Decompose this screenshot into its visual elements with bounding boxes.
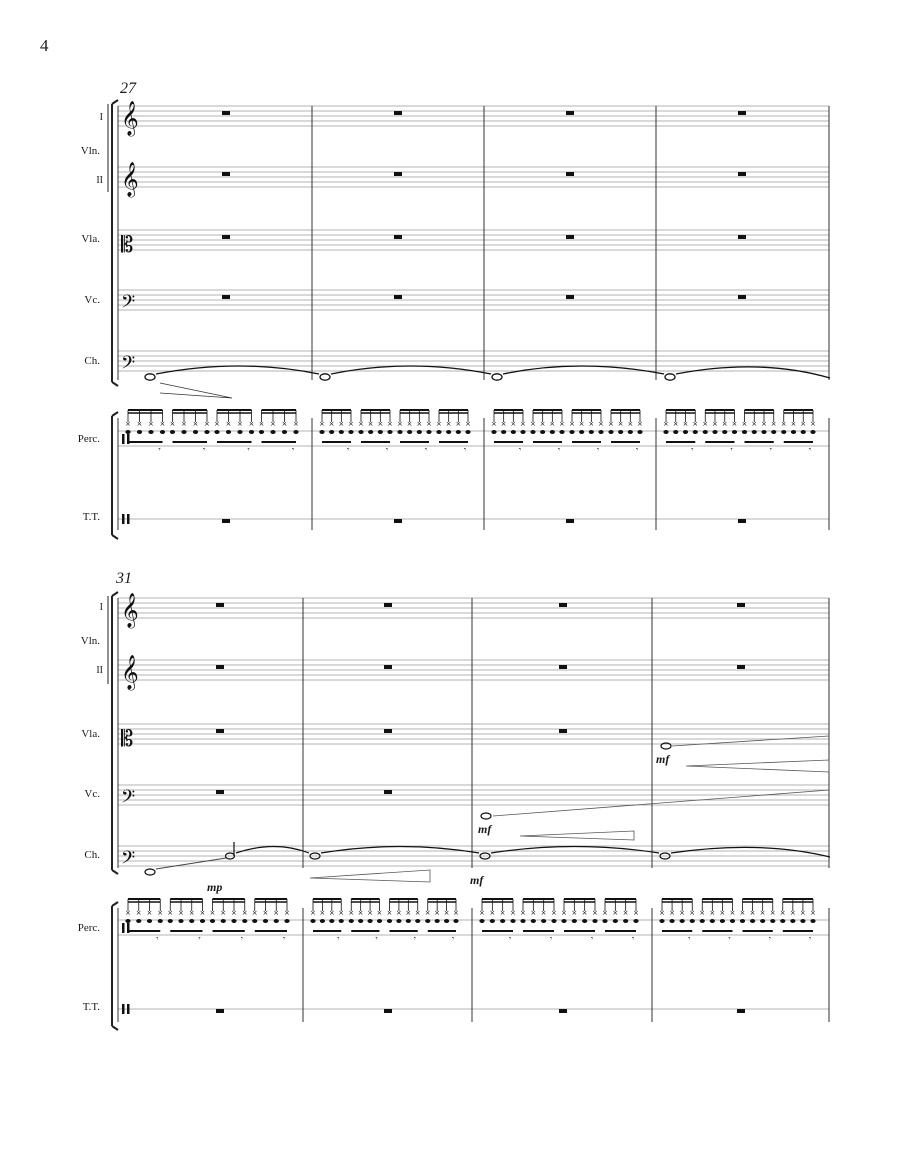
measure-number: 31 [116,570,132,587]
svg-text:×: × [789,909,796,917]
svg-text:𝄢: 𝄢 [121,292,136,317]
svg-text:𝄾: 𝄾 [283,934,286,943]
svg-text:𝄢: 𝄢 [121,787,136,812]
svg-text:×: × [273,909,280,917]
svg-text:×: × [270,420,276,428]
svg-text:×: × [135,909,142,917]
svg-text:×: × [622,909,629,917]
svg-text:×: × [445,420,452,428]
svg-text:×: × [598,420,604,428]
instrument-label-cello: Vc. [84,788,100,800]
svg-text:𝄾: 𝄾 [413,934,416,943]
svg-text:×: × [367,909,373,917]
svg-text:×: × [367,420,374,428]
svg-text:×: × [663,420,669,428]
svg-text:×: × [204,420,210,428]
svg-text:×: × [397,420,403,428]
svg-text:×: × [328,420,335,428]
svg-text:×: × [719,909,726,917]
svg-text:×: × [530,420,536,428]
svg-text:𝄾: 𝄾 [636,445,639,454]
instrument-label-percussion: Perc. [77,922,100,934]
svg-text:×: × [376,909,383,917]
instrument-label-contrabass: Ch. [84,849,100,861]
svg-text:×: × [689,909,696,917]
svg-text:×: × [549,420,556,428]
percussion-notation-system-2 [0,490,900,1050]
svg-text:×: × [571,909,578,917]
svg-text:×: × [348,420,354,428]
svg-text:×: × [225,420,232,428]
svg-text:×: × [338,909,345,917]
svg-text:×: × [465,420,471,428]
svg-text:×: × [293,420,299,428]
svg-text:×: × [520,909,526,917]
svg-text:×: × [426,420,432,428]
svg-text:×: × [357,909,364,917]
svg-text:𝄾: 𝄾 [519,445,522,454]
svg-text:×: × [682,420,689,428]
svg-text:×: × [578,420,585,428]
svg-text:×: × [810,909,816,917]
svg-text:𝄾: 𝄾 [158,445,161,454]
svg-text:×: × [699,909,706,917]
instrument-label-violins: Vln. [80,145,100,157]
svg-text:𝄾: 𝄾 [809,445,812,454]
svg-text:×: × [751,420,758,428]
svg-text:𝄾: 𝄾 [597,445,600,454]
svg-text:×: × [729,909,736,917]
instrument-label-cello: Vc. [84,294,100,306]
svg-text:×: × [455,420,462,428]
svg-text:𝄾: 𝄾 [591,934,594,943]
svg-text:×: × [581,909,588,917]
svg-text:×: × [310,909,316,917]
instrument-label-violin-2: II [96,665,103,676]
svg-text:×: × [146,909,153,917]
svg-text:𝄾: 𝄾 [464,445,467,454]
dynamic-mf: mf [470,873,484,887]
svg-text:×: × [712,420,718,428]
svg-text:×: × [248,420,255,428]
svg-text:×: × [220,909,227,917]
svg-text:×: × [192,420,199,428]
svg-text:𝄾: 𝄾 [240,934,243,943]
svg-text:×: × [539,420,546,428]
svg-text:𝄾: 𝄾 [769,445,772,454]
svg-text:×: × [125,420,131,428]
svg-text:𝄾: 𝄾 [688,934,691,943]
svg-text:𝄾: 𝄾 [550,934,553,943]
svg-text:×: × [434,909,441,917]
svg-text:𝄞: 𝄞 [121,593,139,628]
instrument-label-tam-tam: T.T. [82,1001,100,1013]
svg-text:×: × [561,909,567,917]
svg-text:×: × [258,420,265,428]
svg-text:𝄾: 𝄾 [247,445,250,454]
svg-text:𝄾: 𝄾 [730,445,733,454]
svg-text:×: × [181,420,187,428]
svg-text:×: × [414,909,421,917]
svg-text:×: × [479,909,485,917]
svg-text:×: × [424,909,431,917]
svg-text:×: × [148,420,154,428]
svg-text:×: × [241,909,248,917]
svg-text:×: × [759,909,766,917]
svg-text:×: × [416,420,423,428]
svg-text:𝄞: 𝄞 [121,162,139,197]
svg-text:×: × [125,909,131,917]
svg-text:×: × [749,909,756,917]
instrument-label-violins: Vln. [80,635,100,647]
svg-text:𝄾: 𝄾 [337,934,340,943]
svg-text:×: × [810,420,816,428]
svg-text:×: × [453,909,459,917]
instrument-label-tam-tam: T.T. [82,511,100,523]
svg-text:×: × [612,909,619,917]
svg-text:𝄾: 𝄾 [425,445,428,454]
svg-text:×: × [491,420,497,428]
svg-text:𝄾: 𝄾 [203,445,206,454]
page-number: 4 [40,36,49,55]
svg-text:×: × [157,909,164,917]
svg-text:𝄾: 𝄾 [386,445,389,454]
svg-text:×: × [672,420,679,428]
svg-text:×: × [551,909,557,917]
svg-text:𝄾: 𝄾 [198,934,201,943]
svg-text:×: × [251,909,258,917]
svg-text:×: × [436,420,442,428]
instrument-label-viola: Vla. [81,728,100,740]
svg-text:×: × [405,909,412,917]
svg-text:×: × [780,420,787,428]
svg-text:𝄾: 𝄾 [156,934,159,943]
svg-text:𝄾: 𝄾 [347,445,350,454]
dynamic-mf: mf [478,822,492,836]
instrument-label-violin-1: I [99,112,103,123]
svg-text:×: × [338,420,345,428]
svg-text:×: × [499,909,506,917]
svg-text:×: × [799,909,806,917]
svg-text:×: × [608,420,614,428]
svg-text:𝄾: 𝄾 [375,934,378,943]
svg-text:×: × [387,420,393,428]
svg-text:×: × [284,909,290,917]
svg-text:×: × [348,909,355,917]
svg-text:×: × [659,909,665,917]
svg-text:×: × [702,420,709,428]
svg-text:×: × [721,420,728,428]
svg-text:𝄾: 𝄾 [292,445,295,454]
svg-text:×: × [281,420,288,428]
svg-text:×: × [214,420,220,428]
svg-text:×: × [769,909,776,917]
svg-text:×: × [739,909,746,917]
svg-text:×: × [178,909,184,917]
svg-text:𝄾: 𝄾 [509,934,512,943]
svg-text:×: × [637,420,643,428]
svg-text:×: × [199,909,206,917]
svg-text:×: × [319,420,325,428]
svg-text:×: × [319,909,326,917]
svg-text:×: × [741,420,748,428]
dynamic-mf: mf [656,752,670,766]
svg-text:×: × [540,909,547,917]
svg-text:×: × [633,909,639,917]
svg-text:×: × [627,420,634,428]
svg-text:𝄢: 𝄢 [121,848,136,873]
svg-text:×: × [159,420,166,428]
dynamic-mp: mp [207,880,223,894]
svg-text:𝄾: 𝄾 [728,934,731,943]
svg-text:×: × [530,909,537,917]
svg-text:×: × [779,909,786,917]
svg-text:×: × [262,909,269,917]
svg-text:×: × [510,420,517,428]
svg-text:𝄡: 𝄡 [121,727,134,752]
svg-text:×: × [406,420,413,428]
svg-text:𝄡: 𝄡 [121,233,134,258]
svg-text:×: × [328,909,335,917]
svg-text:×: × [569,420,575,428]
measure-number: 27 [120,80,136,97]
svg-text:𝄾: 𝄾 [809,934,812,943]
instrument-label-percussion: Perc. [77,433,100,445]
svg-text:×: × [510,909,516,917]
svg-text:×: × [692,420,699,428]
svg-text:×: × [588,420,595,428]
svg-text:×: × [377,420,384,428]
svg-text:×: × [167,909,174,917]
svg-text:×: × [395,909,402,917]
svg-text:×: × [520,420,526,428]
svg-text:×: × [790,420,797,428]
svg-text:𝄾: 𝄾 [691,445,694,454]
svg-text:×: × [592,909,598,917]
svg-text:𝄾: 𝄾 [632,934,635,943]
svg-text:×: × [358,420,364,428]
svg-text:×: × [443,909,450,917]
svg-text:×: × [169,420,176,428]
svg-text:×: × [731,420,738,428]
percussion-notation-system-1 [0,0,900,560]
svg-text:𝄢: 𝄢 [121,353,136,378]
svg-text:𝄞: 𝄞 [121,655,139,690]
instrument-label-viola: Vla. [81,233,100,245]
svg-text:𝄞: 𝄞 [121,101,139,136]
svg-text:×: × [136,420,143,428]
svg-text:×: × [761,420,767,428]
svg-text:𝄾: 𝄾 [452,934,455,943]
svg-text:×: × [489,909,496,917]
svg-text:×: × [800,420,807,428]
svg-text:×: × [669,909,675,917]
svg-text:×: × [602,909,608,917]
svg-text:×: × [386,909,393,917]
instrument-label-violin-2: II [96,175,103,186]
svg-text:×: × [188,909,195,917]
svg-text:×: × [770,420,777,428]
instrument-label-contrabass: Ch. [84,355,100,367]
svg-text:×: × [709,909,716,917]
svg-text:𝄾: 𝄾 [558,445,561,454]
svg-text:×: × [617,420,624,428]
svg-text:×: × [500,420,507,428]
svg-text:𝄾: 𝄾 [768,934,771,943]
svg-text:×: × [559,420,565,428]
score-system-1 [0,0,900,560]
instrument-label-violin-1: I [99,602,103,613]
svg-text:×: × [231,909,237,917]
svg-text:×: × [209,909,216,917]
svg-text:×: × [237,420,243,428]
score-system-2 [0,490,900,1050]
svg-text:×: × [679,909,686,917]
